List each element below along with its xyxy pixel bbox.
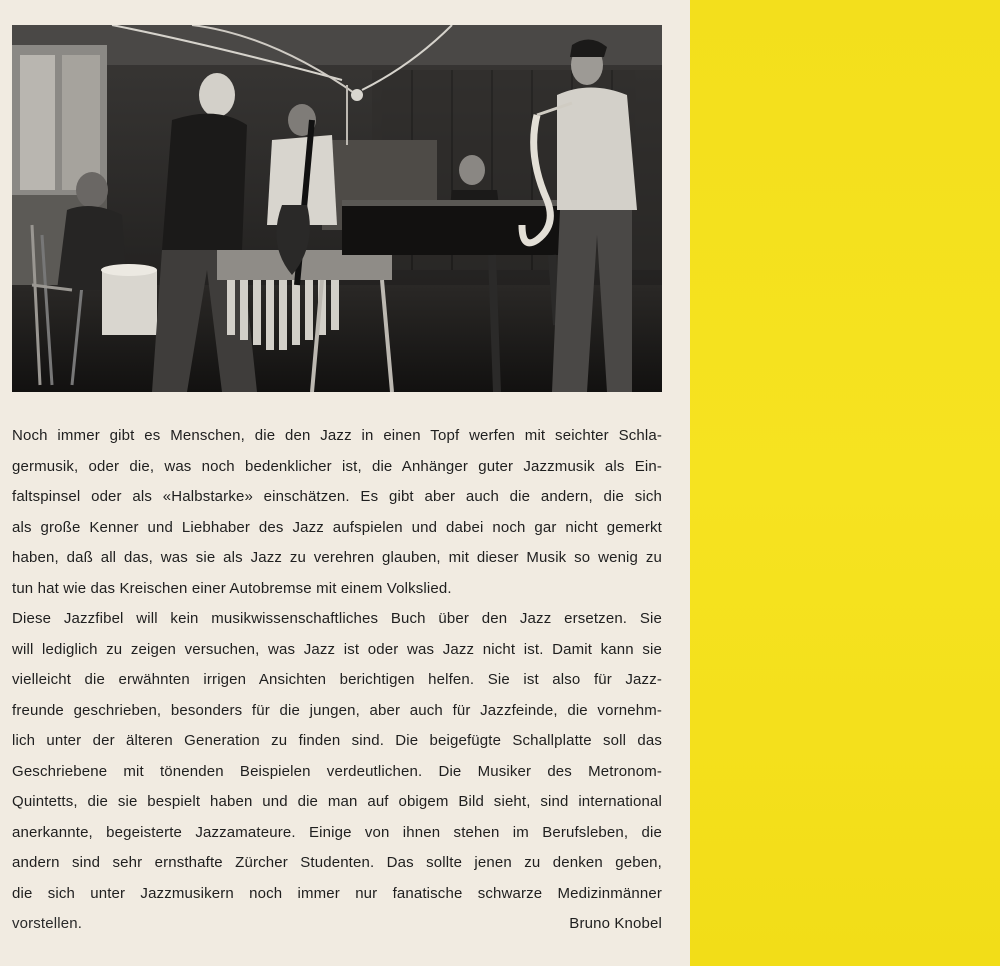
text-line: haben, daß all das, was sie als Jazz zu verehren glauben, mit dieser Musik so wenig zu <box>12 549 662 566</box>
paragraph-1 <box>12 421 662 604</box>
text-line: Diese Jazzfibel will kein musikwissenschaftliches Buch über den Jazz ersetzen. Sie <box>12 610 662 627</box>
text-line: anerkannte, begeisterte Jazzamateure. Einige von ihnen stehen im Berufsleben, die <box>12 823 662 841</box>
photo-illustration <box>12 25 662 392</box>
text-line: Noch immer gibt es Menschen, die den Jazz in einen Topf werfen mit seichter Schla- <box>12 427 662 444</box>
jazz-quintet-photo <box>12 25 662 392</box>
text-line: die sich unter Jazzmusikern noch immer nur fanatische schwarze Medizinmänner <box>12 884 662 902</box>
text-line: vielleicht die erwähnten irrigen Ansichten berichtigen helfen. Sie ist also für Jazz- <box>12 671 662 688</box>
closing-line <box>12 909 662 940</box>
text-line: germusik, oder die, was noch bedenklicher ist, die Anhänger guter Jazzmusik als Ein- <box>12 457 662 475</box>
text-line-final: vorstellen. <box>12 915 83 932</box>
text-line: Geschriebene mit tönenden Beispielen verdeutlichen. Die Musiker des Metronom- <box>12 762 662 780</box>
paragraph-2 <box>12 604 662 909</box>
text-line: Quintetts, die sie bespielt haben und die man auf obigem Bild sieht, sind international <box>12 793 662 810</box>
text-line: lich unter der älteren Generation zu finden sind. Die beigefügte Schallplatte soll das <box>12 732 662 749</box>
author-signature: Bruno Knobel <box>569 915 662 932</box>
text-line: freunde geschrieben, besonders für die jungen, aber auch für Jazzfeinde, die vornehm- <box>12 701 662 719</box>
text-line: faltspinsel oder als «Halbstarke» einschätzen. Es gibt aber auch die andern, die sich <box>12 488 662 505</box>
introduction-text <box>12 421 662 940</box>
yellow-cover-edge <box>690 0 1000 966</box>
text-line: als große Kenner und Liebhaber des Jazz aufspielen und dabei noch gar nicht gemerkt <box>12 518 662 536</box>
text-line: will lediglich zu zeigen versuchen, was Jazz ist oder was Jazz nicht ist. Damit kann sie <box>12 640 662 658</box>
text-line: andern sind sehr ernsthafte Zürcher Studenten. Das sollte jenen zu denken geben, <box>12 854 662 871</box>
text-line: tun hat wie das Kreischen einer Autobremse mit einem Volkslied. <box>12 579 452 597</box>
